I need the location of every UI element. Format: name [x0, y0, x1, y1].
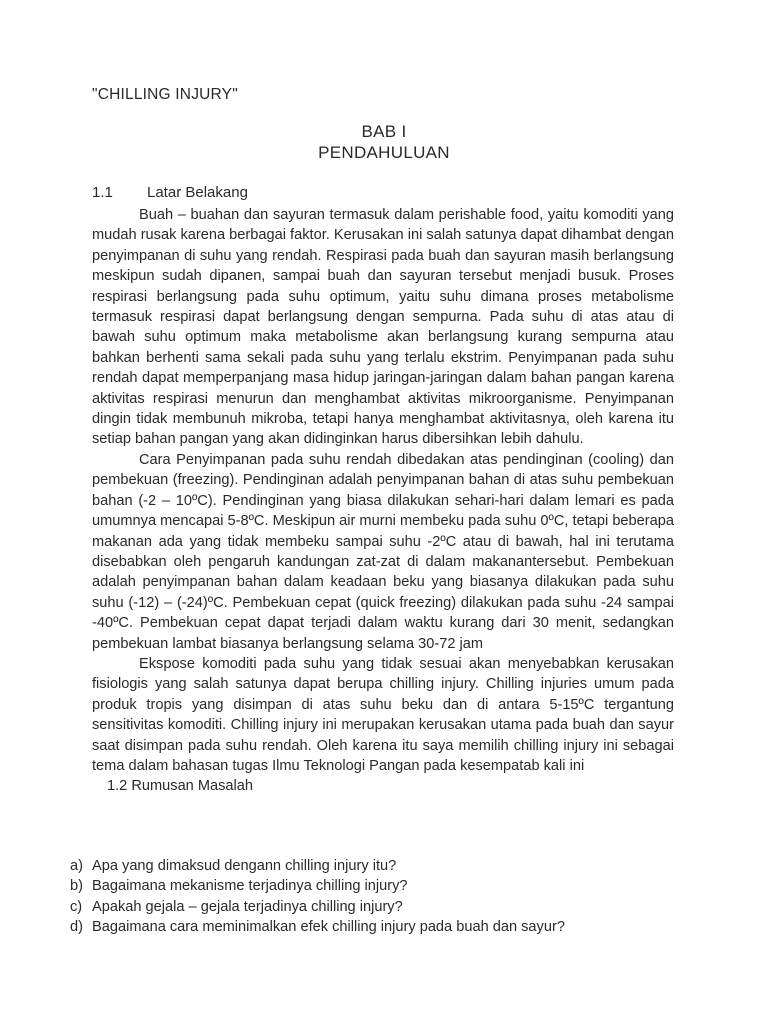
list-item-text: Apa yang dimaksud dengann chilling injury itu? [92, 858, 397, 874]
list-item [70, 917, 680, 937]
section-number: 1.1 [92, 184, 113, 201]
list-marker: b) [70, 878, 83, 895]
problem-list [70, 856, 680, 938]
subsection-title: 1.2 Rumusan Masalah [107, 778, 254, 795]
paragraph: Ekspose komoditi pada suhu yang tidak sesuai akan menyebabkan kerusakan fisiologis yang salah satunya dapat berupa chilling injury. Chilling injuries umum pada produk tropis yang disimpan di atas suhu beku dan di antara 5-15ºC tergantung sensitivitas komoditi. Chilling injury ini merupakan kerusakan utama pada buah dan sayur saat disimpan pada suhu rendah. Oleh karena itu saya memilih chilling injury ini sebagai tema dalam bahasan tugas Ilmu Teknologi Pangan pada kesempatab kali ini [92, 655, 674, 774]
list-item [70, 856, 680, 876]
section-heading [92, 184, 248, 201]
list-item-text: Bagaimana mekanisme terjadinya chilling injury? [92, 878, 408, 895]
paragraph: Buah – buahan dan sayuran termasuk dalam perishable food, yaitu komoditi yang mudah rusak karena berbagai faktor. Kerusakan ini salah satunya dapat dihambat dengan penyimpanan di suhu yang rendah. Respirasi pada buah dan sayuran masih berlangsung meskipun sudah dipanen, sampai buah dan sayuran tersebut menjadi busuk. Proses respirasi berlangsung pada suhu optimum, yaitu suhu dimana proses metabolisme termasuk respirasi dapat berlangsung dengan sempurna. Pada suhu di atas atau di bawah suhu optimum maka metabolisme akan berlangsung kurang sempurna atau bahkan berhenti sama sekali pada suhu yang terlalu ekstrim. Penyimpanan pada suhu rendah dapat memperpanjang masa hidup jaringan-jaringan dalam bahan pangan karena aktivitas respirasi menurun dan menghambat aktivitas mikroorganisme. Penyimpanan dingin tidak membunuh mikroba, tetapi hanya menghambat aktivitasnya, oleh karena itu setiap bahan pangan yang akan didinginkan harus dibersihkan lebih dahulu. [92, 207, 674, 448]
list-marker: a) [70, 858, 83, 874]
list-item [70, 876, 680, 896]
list-marker: d) [70, 919, 83, 936]
list-item [70, 897, 680, 917]
chapter-number: BAB I [361, 122, 407, 141]
list-item-text: Bagaimana cara meminimalkan efek chilling injury pada buah dan sayur? [92, 919, 565, 936]
list-marker: c) [70, 898, 83, 915]
chapter-title: PENDAHULUAN [318, 143, 450, 162]
paragraph: Cara Penyimpanan pada suhu rendah dibedakan atas pendinginan (cooling) dan pembekuan (freezing). Pendinginan adalah penyimpanan bahan di atas suhu pembekuan bahan (-2 – 10ºC). Pendinginan yang biasa dilakukan sehari-hari dalam lemari es pada umumnya mencapai 5-8ºC. Meskipun air murni membeku pada suhu 0ºC, tetapi beberapa makanan ada yang tidak membeku sampai suhu -2ºC atau di bawah, hal ini terutama disebabkan oleh pengaruh kandungan zat-zat di dalam makanantersebut. Pembekuan adalah penyimpanan bahan dalam keadaan beku yang biasanya dilakukan pada suhu suhu (-12) – (-24)ºC. Pembekuan cepat (quick freezing) dilakukan pada suhu -24 sampai -40ºC. Pembekuan cepat dapat terjadi dalam waktu kurang dari 30 menit, sedangkan pembekuan lambat biasanya berlangsung selama 30-72 jam [92, 451, 674, 652]
list-item-text: Apakah gejala – gejala terjadinya chilling injury? [92, 898, 403, 915]
body-text [92, 205, 674, 797]
section-title: Latar Belakang [147, 184, 248, 201]
document-title: "CHILLING INJURY" [92, 86, 238, 103]
